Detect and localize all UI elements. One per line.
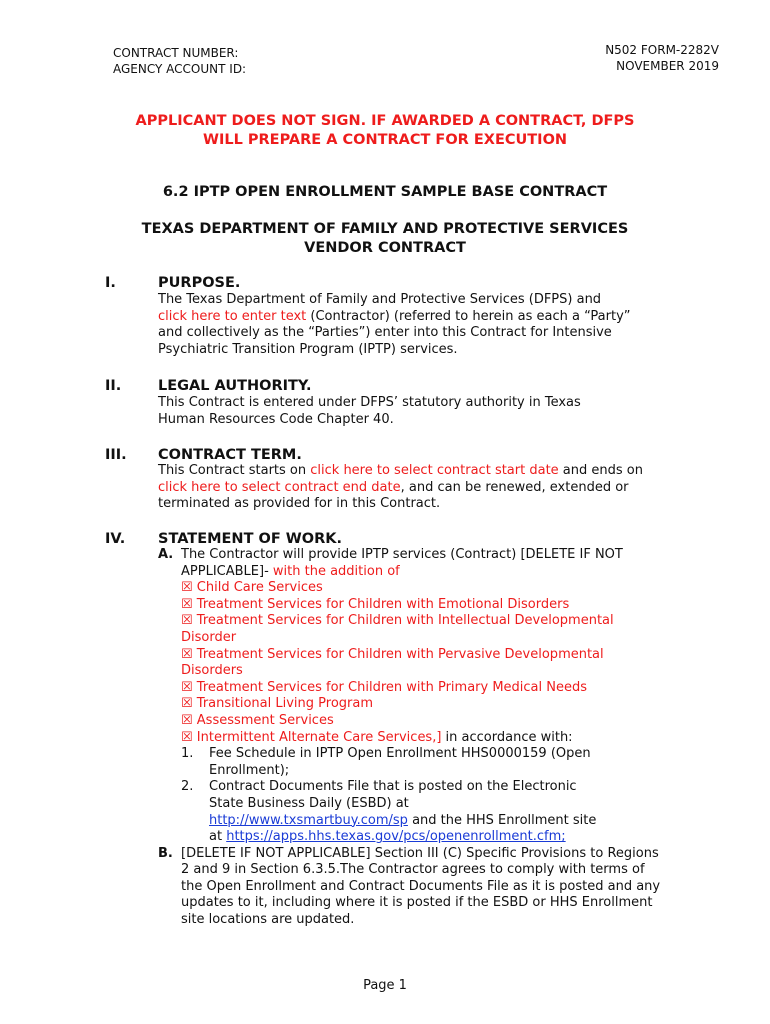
numbered-item-2 [181,779,663,845]
subsection-a-body [181,547,663,846]
section-number-work: IV. [105,531,126,547]
purpose-text-1: The Texas Department of Family and Protective Services (DFPS) and [158,292,602,307]
numbered-item-1 [181,746,663,779]
addition-text: with the addition of [268,563,400,579]
service-option[interactable]: ☒ Treatment Services for Children with Emotional Disorders [181,596,570,612]
agency-title [60,220,710,258]
item-2-number: 2. [181,779,194,795]
item-2-text-2: and the HHS Enrollment site at [209,812,597,845]
warning-line-1: APPLICANT DOES NOT SIGN. IF AWARDED A CONTRACT, DFPS [135,113,635,129]
page-number: Page 1 [363,978,407,993]
section-number-term: III. [105,447,127,463]
service-checklist [181,580,663,746]
esbd-link[interactable]: http://www.txsmartbuy.com/sp [209,812,408,828]
service-option[interactable]: ☒ Treatment Services for Children with Primary Medical Needs [181,679,588,695]
subsection-a-label: A. [158,547,174,562]
subsection-b-label: B. [158,845,173,861]
purpose-paragraph [158,292,658,358]
section-heading-term: CONTRACT TERM. [158,447,302,463]
form-id-block [605,42,719,74]
agency-account-label: AGENCY ACCOUNT ID: [113,62,247,76]
applicant-warning [60,112,710,150]
document-title: 6.2 IPTP OPEN ENROLLMENT SAMPLE BASE CONTRACT [162,184,608,200]
service-option[interactable]: ☒ Intermittent Alternate Care Services,] [181,729,442,745]
term-text-2: and ends on [558,463,643,478]
subsection-b [158,846,663,929]
hhs-enrollment-link[interactable]: https://apps.hhs.texas.gov/pcs/openenrollment.cfm; [226,829,566,845]
contract-end-date-field[interactable]: click here to select contract end date [158,479,401,495]
service-option[interactable]: ☒ Treatment Services for Children with Pervasive Developmental Disorders [181,646,604,679]
subsection-a-text: The Contractor will provide IPTP services (Contract) [DELETE IF NOT APPLICABLE]- [181,547,623,579]
section-heading-purpose: PURPOSE. [158,275,241,291]
subsection-a [158,547,663,846]
subsection-b-text: [DELETE IF NOT APPLICABLE] Section III (C) Specific Provisions to Regions 2 and 9 in Section 6.3.5.The Contractor agrees to comply with terms of the Open Enrollment and Contract Documents File as it is posted and any updates to it, including where it is posted if the ESBD or HHS Enrollment site locations are updated. [181,845,661,928]
item-1-text: Fee Schedule in IPTP Open Enrollment HHS0000159 (Open Enrollment); [209,746,591,778]
legal-paragraph: This Contract is entered under DFPS’ statutory authority in Texas Human Resources Code Chapter 40. [158,395,581,427]
section-number-purpose: I. [105,275,116,291]
contractor-name-field[interactable]: click here to enter text [158,308,307,324]
warning-line-2: WILL PREPARE A CONTRACT FOR EXECUTION [202,132,568,148]
contract-number-label: CONTRACT NUMBER: [113,46,239,60]
accordance-text: in accordance with: [441,729,573,745]
item-1-number: 1. [181,746,194,762]
contract-ids [113,45,246,77]
section-heading-work: STATEMENT OF WORK. [158,531,343,547]
service-option[interactable]: ☒ Treatment Services for Children with Intellectual Developmental Disorder [181,613,614,645]
section-heading-legal: LEGAL AUTHORITY. [158,378,312,394]
service-option[interactable]: ☒ Child Care Services [181,580,323,596]
item-2-text-1: Contract Documents File that is posted on the Electronic State Business Daily (ESBD) at [209,779,577,811]
purpose-text-2: (Contractor) (referred to herein as each a “Party” and collectively as the “Parties”) enter into this Contract for Intensive Psychiatric Transition Program (IPTP) services. [158,308,631,357]
term-text-3: , and can be renewed, extended or terminated as provided for in this Contract. [158,479,629,512]
statement-of-work-body [158,547,663,929]
service-option-last [181,730,663,747]
term-text-1: This Contract starts on [158,463,311,478]
item-2-body [209,779,663,845]
contract-start-date-field[interactable]: click here to select contract start date [310,463,559,478]
term-paragraph [158,463,658,513]
agency-title-line-1: TEXAS DEPARTMENT OF FAMILY AND PROTECTIVE SERVICES [141,221,629,237]
form-id: N502 FORM-2282V [605,43,719,57]
service-option[interactable]: ☒ Assessment Services [181,712,334,728]
agency-title-line-2: VENDOR CONTRACT [304,240,466,256]
form-date: NOVEMBER 2019 [616,59,719,73]
section-number-legal: II. [105,378,122,394]
service-option[interactable]: ☒ Transitional Living Program [181,696,373,712]
